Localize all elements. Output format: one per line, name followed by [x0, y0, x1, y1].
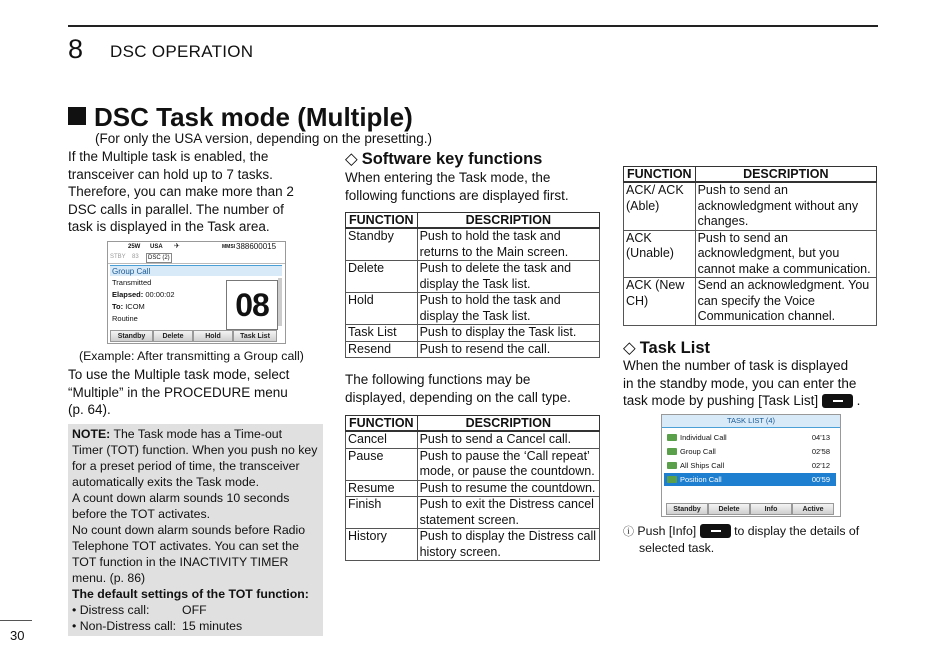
table-row: ACK (New CH) Send an acknowledgment. You can specify the Voice Communication channel.: [624, 278, 877, 326]
list-item[interactable]: Group Call 02'58: [664, 445, 836, 458]
table-row: Pause Push to pause the ‘Call repeat’ mode, or pause the countdown.: [346, 448, 600, 480]
task-list-heading: ◇ Task List: [623, 339, 711, 357]
table-row: Hold Push to hold the task and display the Task list.: [346, 293, 600, 325]
active-key[interactable]: Active: [792, 503, 834, 515]
task-list-paragraph: When the number of task is displayed in the standby mode, you can enter the task mode by pushing [Task List] .: [623, 358, 861, 408]
table-row: History Push to display the Distress call history screen.: [346, 529, 600, 561]
diamond-icon: ◇: [345, 150, 358, 168]
softkey-icon: [700, 524, 731, 538]
info-tip: ⓘ Push [Info] to display the details of selected task.: [623, 524, 860, 555]
standby-key[interactable]: Standby: [666, 503, 708, 515]
softkey-bar: [666, 503, 834, 515]
footer-rule: [0, 620, 32, 621]
group-call-bar: Group Call: [110, 265, 282, 276]
diamond-icon: ◇: [623, 339, 636, 357]
delete-key[interactable]: Delete: [708, 503, 750, 515]
status-bar-2: STBY 83 DSC (2): [108, 252, 285, 264]
table-row: Cancel Push to send a Cancel call.: [346, 431, 600, 448]
task-list-key[interactable]: Task List: [233, 330, 277, 342]
software-key-heading: ◇ Software key functions: [345, 150, 543, 168]
table-row: ACK (Unable) Push to send an acknowledgment, but you cannot make a communication.: [624, 230, 877, 278]
call-icon: [667, 462, 677, 469]
table-first-functions: FUNCTION DESCRIPTION Standby Push to hold the task and returns to the Main screen. Delete Push to delete the task and display the Task list. Hold Push to hold the task and display the Task list. Task List Push to display the Task list. Resend Push to resend the call.: [345, 212, 600, 358]
table-ack-functions: FUNCTION DESCRIPTION ACK/ ACK (Able) Push to send an acknowledgment without any changes. ACK (Unable) Push to send an acknowledgment, but you cannot make a communication. ACK (New CH) Send an acknowledgment. You can specify the Voice Communication channel.: [623, 166, 877, 326]
table-row: ACK/ ACK (Able) Push to send an acknowledgment without any changes.: [624, 182, 877, 230]
gps-icon: ✈: [174, 243, 180, 250]
table-row: Finish Push to exit the Distress cancel statement screen.: [346, 497, 600, 529]
task-count: 08: [226, 280, 278, 330]
list-item[interactable]: Individual Call 04'13: [664, 431, 836, 444]
screen-caption: (Example: After transmitting a Group call): [79, 349, 304, 363]
section-title: DSC Task mode (Multiple): [68, 102, 413, 133]
softkey-icon: [822, 394, 853, 408]
chapter-title: DSC OPERATION: [110, 42, 254, 61]
status-bar: 25W USA ✈ MMSI 388600015: [128, 242, 277, 251]
chapter-number: 8: [68, 34, 84, 64]
table-row: Standby Push to hold the task and returns to the Main screen.: [346, 228, 600, 261]
note-box: NOTE: The Task mode has a Time-out Timer (TOT) function. When you push no key for a preset period of time, the transceiver automatically exits the Task mode. A count down alarm sounds 10 seconds before the TOT activates. No count down alarm sounds before Radio Telephone TOT activates. You can set the TOT function in the INACTIVITY TIMER menu. (p. 86) The default settings of the TOT function: • Distress call: OFF • Non-Distress call: 15 minutes: [68, 424, 323, 636]
softkey-bar: [110, 330, 277, 342]
page-number: 30: [10, 628, 25, 643]
table-row: Delete Push to delete the task and display the Task list.: [346, 261, 600, 293]
standby-key[interactable]: Standby: [110, 330, 153, 342]
list-item[interactable]: All Ships Call 02'12: [664, 459, 836, 472]
task-list-title: TASK LIST (4): [662, 415, 840, 428]
delete-key[interactable]: Delete: [153, 330, 193, 342]
table-row: Resume Push to resume the countdown.: [346, 480, 600, 497]
call-type-paragraph: The following functions may be displayed, depending on the call type.: [345, 372, 571, 405]
call-icon: [667, 434, 677, 441]
square-bullet-icon: [68, 107, 86, 125]
intro-paragraph: If the Multiple task is enabled, the transceiver can hold up to 7 tasks. Therefore, you can make more than 2 DSC calls in parallel. The number of task is displayed in the Task area.: [68, 149, 294, 234]
task-screen-example: 25W USA ✈ MMSI 388600015 STBY 83 DSC (2) Group Call Transmitted Elapsed: 00:00:02 To: ICOM Routine 08 Standby Delete Hold Task List: [107, 241, 286, 344]
call-icon: [667, 476, 677, 483]
use-paragraph: To use the Multiple task mode, select “Multiple” in the PROCEDURE menu (p. 64).: [68, 367, 290, 417]
info-key[interactable]: Info: [750, 503, 792, 515]
section-subnote: (For only the USA version, depending on the presetting.): [95, 131, 432, 146]
scrollbar: [278, 278, 282, 326]
list-item-selected[interactable]: Position Call 00'59: [664, 473, 836, 486]
call-icon: [667, 448, 677, 455]
software-key-paragraph: When entering the Task mode, the following functions are displayed first.: [345, 170, 569, 203]
table-call-type-functions: FUNCTION DESCRIPTION Cancel Push to send a Cancel call. Pause Push to pause the ‘Call repeat’ mode, or pause the countdown. Resume Push to resume the countdown. Finish Push to exit the Distress cancel statement screen. History Push to display the Distress call history screen.: [345, 415, 600, 561]
table-row: Resend Push to resend the call.: [346, 341, 600, 358]
table-row: Task List Push to display the Task list.: [346, 325, 600, 342]
info-icon: ⓘ: [623, 526, 634, 538]
header-rule: [68, 25, 878, 27]
task-list-screen: [661, 414, 841, 517]
hold-key[interactable]: Hold: [193, 330, 233, 342]
